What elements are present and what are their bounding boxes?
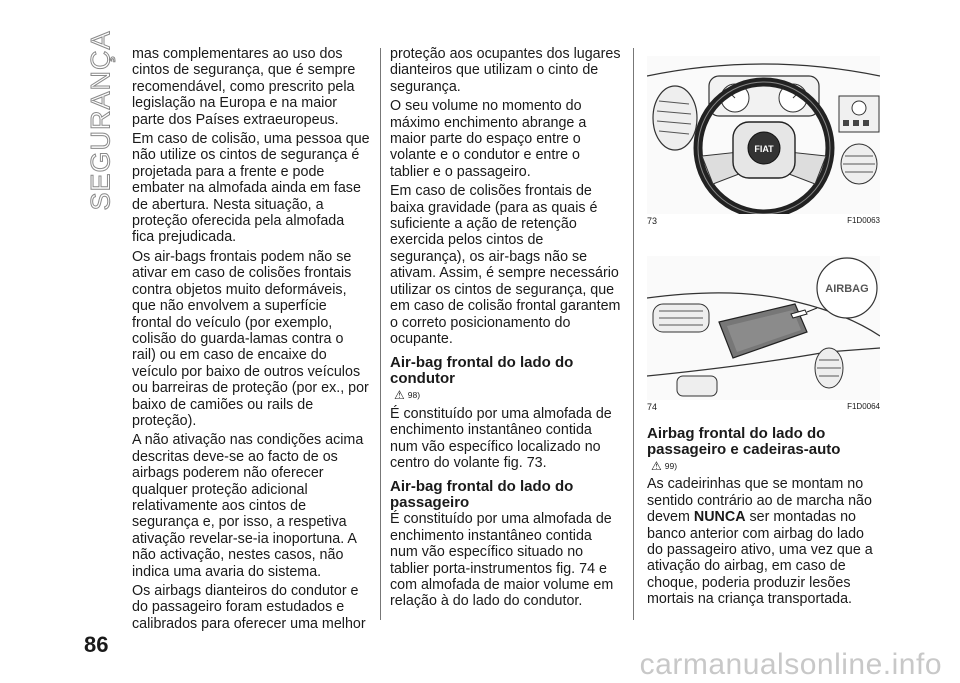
warning-triangle-icon: ⚠ <box>394 388 405 403</box>
section-heading: Airbag frontal do lado do passageiro e cadeiras-auto <box>647 425 841 458</box>
paragraph: Os airbags dianteiros do condutor e do passageiro foram estudados e calibrados para oferecer uma melhor <box>132 583 366 632</box>
paragraph: mas complementares ao uso dos cintos de segurança, que é sempre recomendável, como prescrito pela legislação na Europa e na maior parte dos Países extraeuropeus. <box>132 46 356 128</box>
warning-number: 98) <box>407 390 421 401</box>
figure-73 <box>647 56 880 226</box>
passenger-airbag-illustration <box>647 256 880 400</box>
section-heading: Air-bag frontal do lado do passageiro <box>390 478 574 512</box>
figure-code: F1D0063 <box>847 216 880 225</box>
paragraph: Os air-bags frontais podem não se ativar em caso de colisões frontais contra objetos muito deformáveis, que não envolvem a superfície frontal do veículo (por exemplo, colisão do guarda-lamas contra o rail) ou em caso de encaixe do veículo por baixo de outros veículos ou barreiras de proteção (por ex., por baixo de camiões ou rails de proteção). <box>132 248 369 429</box>
fiat-logo: FIAT <box>754 144 774 154</box>
steering-wheel-illustration <box>647 56 880 214</box>
text-segment: As cadeirinhas que se montam no sentido contrário ao de marcha não devem <box>647 476 872 526</box>
paragraph: Em caso de colisões frontais de baixa gravidade (para as quais é suficiente a ação de retenção exercida pelos cintos de segurança), os air-bags não se ativam. Assim, é sempre necessário utilizar os cintos de segurança, que em caso de colisão frontal garantem o correto posicionamento do ocupante. <box>390 183 621 347</box>
text-column-3 <box>647 426 879 611</box>
watermark: carmanualsonline.info <box>639 648 942 681</box>
paragraph: A não ativação nas condições acima descritas deve-se ao facto de os airbags poderem não oferecer qualquer proteção adicional relativamente aos cintos de segurança e, por isso, a respetiva ativação revelar-se-ia inoportuna. A não activação, nestes casos, não indica uma avaria do sistema. <box>132 432 364 580</box>
figure-number: 74 <box>647 402 658 412</box>
warning-reference <box>651 458 879 474</box>
emphasis-never: NUNCA <box>693 509 746 526</box>
text-column-1 <box>132 46 370 635</box>
text-column-2 <box>390 46 622 613</box>
section-heading: Air-bag frontal do lado do condutor <box>390 354 574 388</box>
paragraph: O seu volume no momento do máximo enchimento abrange a maior parte do espaço entre o volante e o condutor e entre o tablier e o passageiro. <box>390 98 587 180</box>
column-divider <box>633 48 634 620</box>
paragraph: É constituído por uma almofada de enchimento instantâneo contida num vão específico situado no tablier porta-instrumentos fig. 74 e com almofada de maior volume em relação à do lado do condutor. <box>390 511 614 610</box>
warning-number: 99) <box>664 461 678 471</box>
figure-74 <box>647 256 880 412</box>
section-tab <box>85 29 116 211</box>
text-segment: ser montadas no banco anterior com airbag do lado do passageiro ativo, uma vez que a ativação do airbag, em caso de choque, poderia produzir lesões mortais na criança transportada. <box>647 509 873 608</box>
page-number: 86 <box>84 632 109 657</box>
airbag-label: AIRBAG <box>825 283 869 295</box>
figure-number: 73 <box>647 216 658 226</box>
warning-reference <box>394 387 622 403</box>
paragraph <box>647 476 879 607</box>
warning-triangle-icon: ⚠ <box>651 459 662 473</box>
paragraph: Em caso de colisão, uma pessoa que não utilize os cintos de segurança é projetada para a frente e pode embater na almofada ainda em fase de abertura. Nesta situação, a proteção oferecida pela almofada fica prejudicada. <box>132 131 370 246</box>
figure-caption <box>647 216 880 226</box>
figure-code: F1D0064 <box>847 402 880 411</box>
column-divider <box>380 48 381 620</box>
paragraph: É constituído por uma almofada de enchimento instantâneo contida num vão específico localizado no centro do volante fig. 73. <box>390 405 612 471</box>
figure-caption <box>647 402 880 412</box>
section-tab-label: SEGURANÇA <box>85 29 116 211</box>
paragraph: proteção aos ocupantes dos lugares dianteiros que utilizam o cinto de segurança. <box>390 46 621 95</box>
